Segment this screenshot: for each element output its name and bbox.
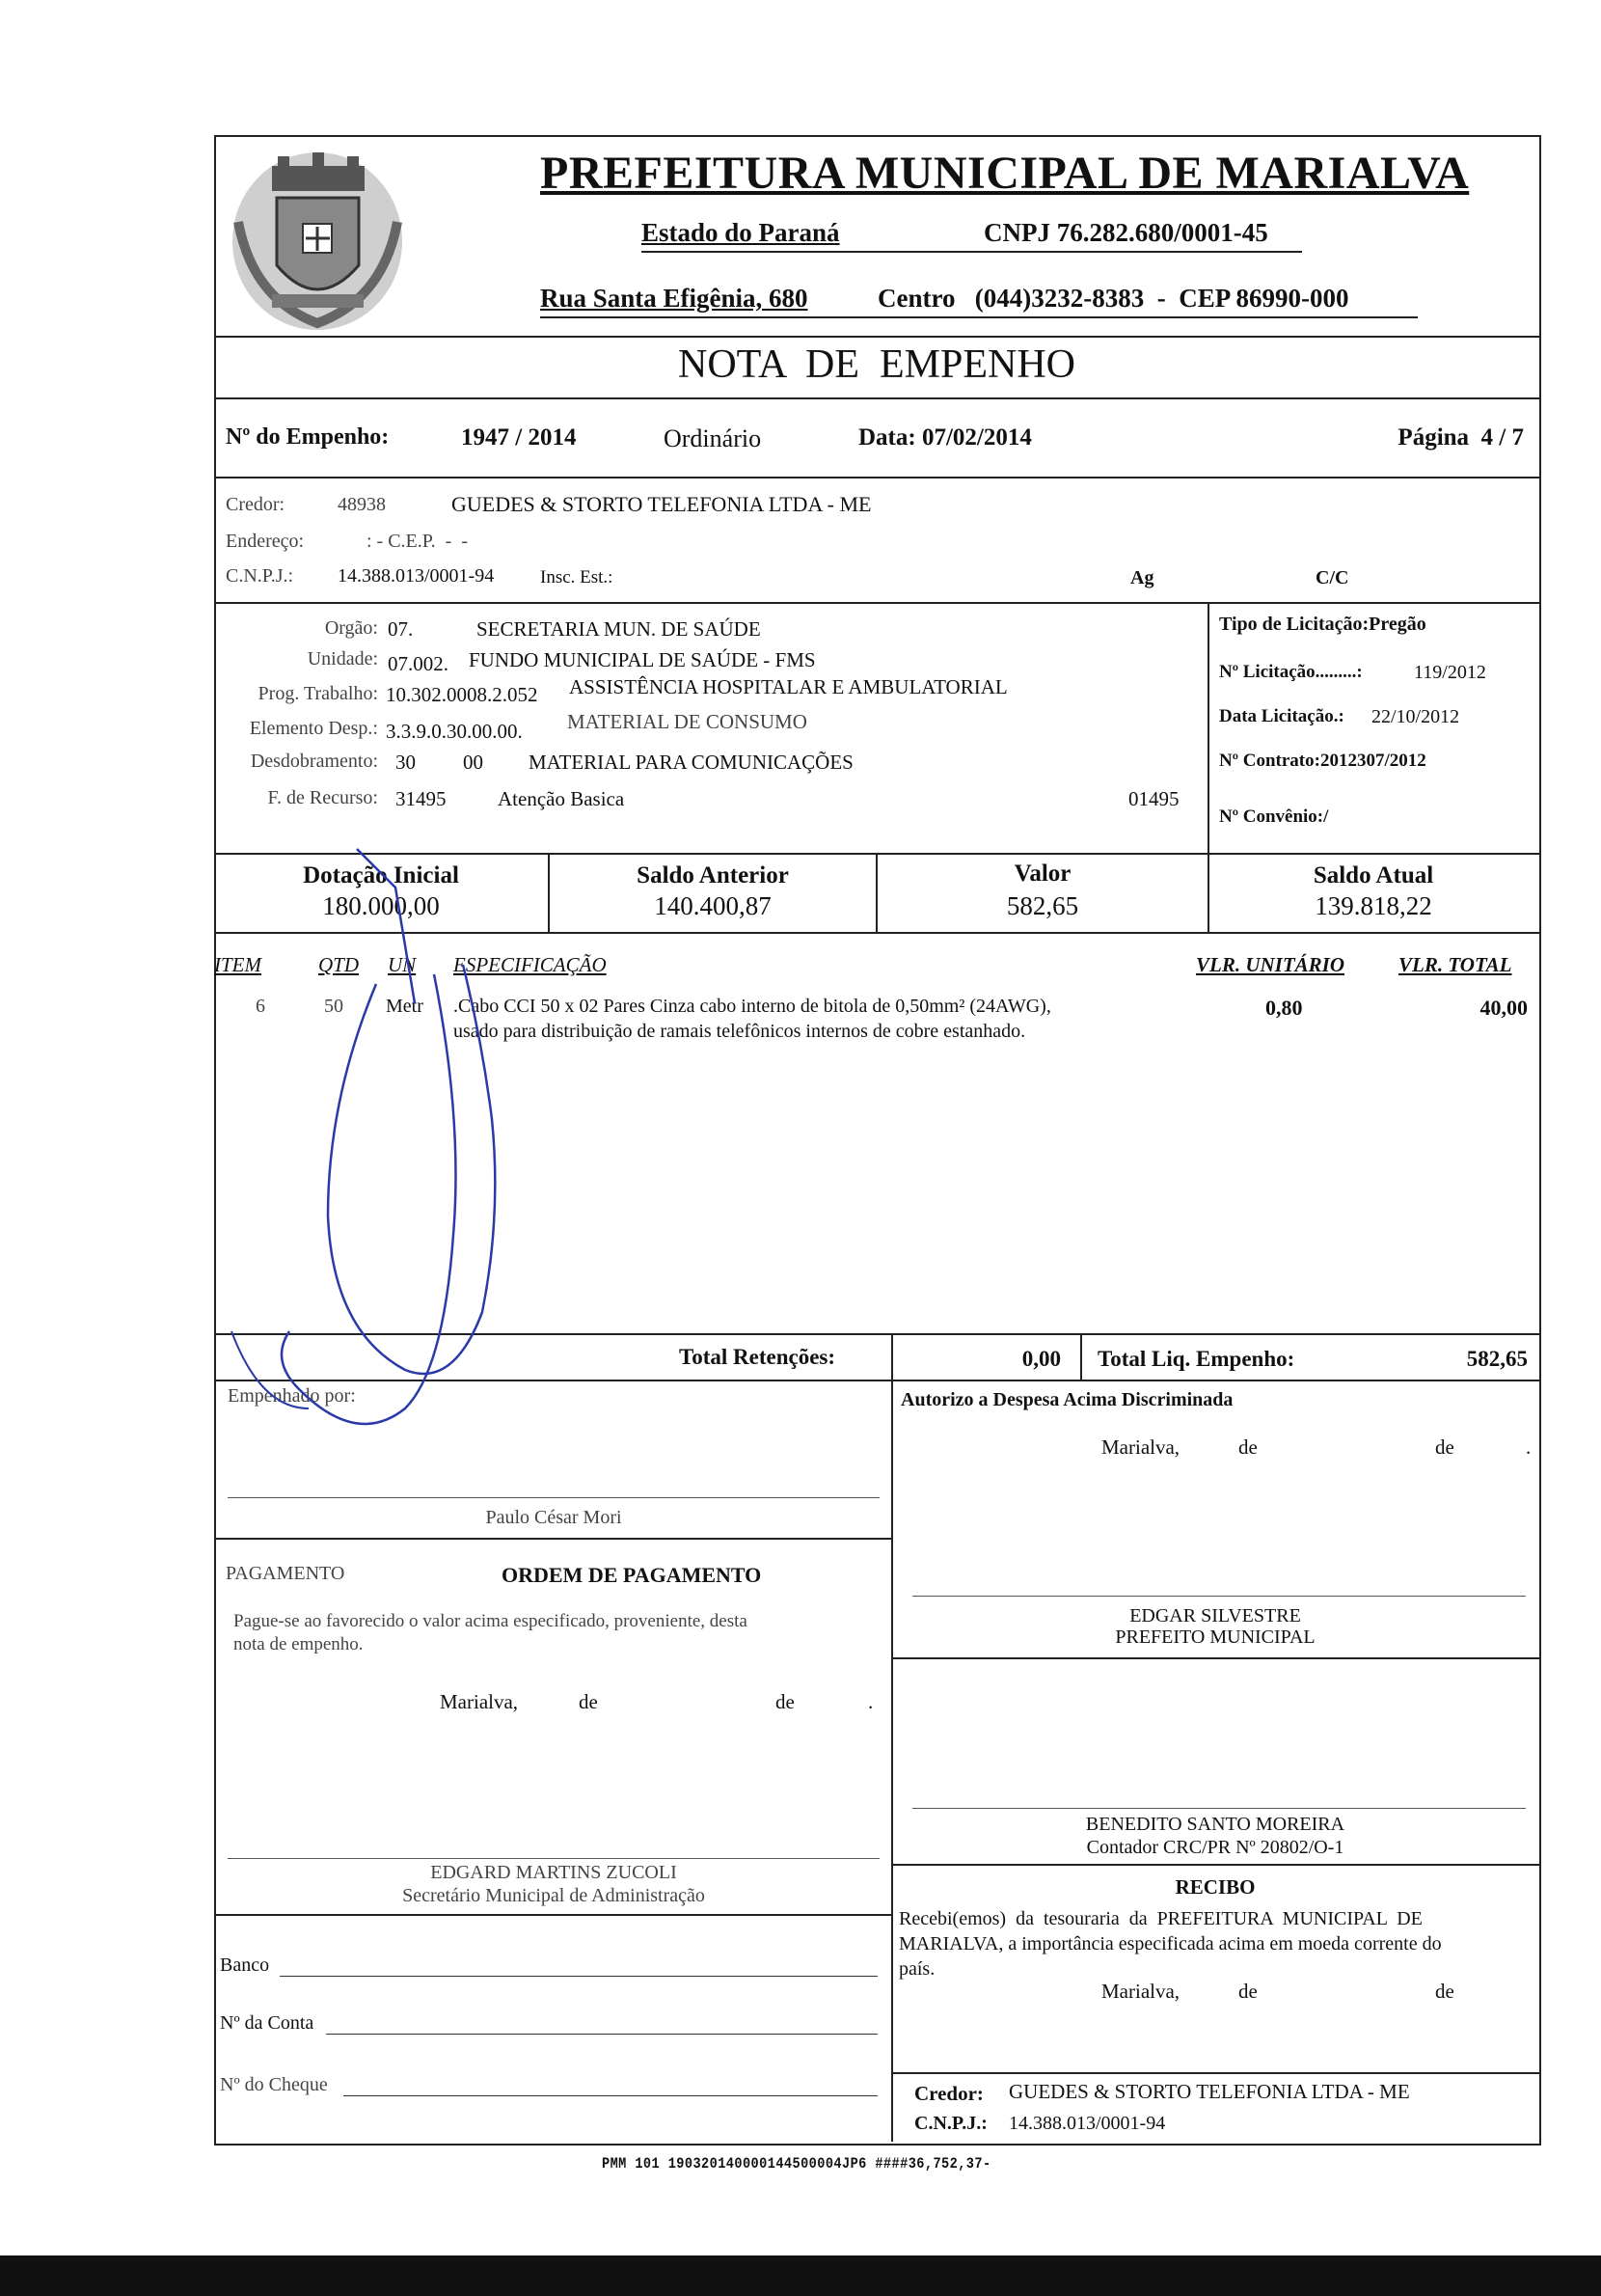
contact-info: Centro (044)3232-8383 - CEP 86990-000 — [878, 284, 1349, 313]
address-underline — [540, 316, 1418, 318]
signature-line — [912, 1596, 1526, 1597]
credor-code: 48938 — [338, 494, 386, 515]
credor-label: Credor: — [226, 494, 285, 515]
empenho-date: Data: 07/02/2014 — [858, 424, 1032, 451]
recurso-label: F. de Recurso: — [267, 787, 378, 808]
divider — [214, 602, 1539, 604]
agency-label: Ag — [1130, 567, 1154, 588]
pagamento-label: PAGAMENTO — [226, 1563, 345, 1584]
liq-empenho-label: Total Liq. Empenho: — [1098, 1347, 1295, 1371]
col-item: ITEM — [214, 953, 261, 976]
prog-label: Prog. Trabalho: — [258, 683, 378, 704]
recibo-text3: país. — [899, 1958, 936, 1980]
licitacao-date-label: Data Licitação.: — [1219, 706, 1344, 726]
divider — [214, 477, 1539, 478]
barcode-text: PMM 101 190320140000144500004JP6 ####36,752,37- — [602, 2155, 991, 2173]
licitacao-type: Tipo de Licitação:Pregão — [1219, 614, 1426, 635]
state-name: Estado do Paraná — [641, 218, 840, 247]
cnpj-header: CNPJ 76.282.680/0001-45 — [984, 218, 1268, 247]
prefeito-name: EDGAR SILVESTRE — [1129, 1605, 1301, 1626]
footer-cnpj: 14.388.013/0001-94 — [1009, 2113, 1166, 2134]
v-divider — [1080, 1333, 1082, 1381]
pagamento-text2: nota de empenho. — [233, 1634, 364, 1654]
empenhado-name: Paulo César Mori — [485, 1507, 622, 1528]
col-qtd: QTD — [318, 953, 360, 976]
footer-credor-name: GUEDES & STORTO TELEFONIA LTDA - ME — [1009, 2080, 1410, 2103]
col-un: UN — [388, 953, 417, 976]
item-total: 40,00 — [1479, 996, 1528, 1020]
dotacao-label: Dotação Inicial — [303, 862, 459, 888]
liq-empenho-value: 582,65 — [1466, 1347, 1528, 1371]
unidade-name: FUNDO MUNICIPAL DE SAÚDE - FMS — [469, 648, 816, 671]
valor-label: Valor — [1014, 861, 1072, 887]
saldo-atual-label: Saldo Atual — [1313, 862, 1434, 888]
insc-est-label: Insc. Est.: — [540, 567, 613, 588]
elemento-code: 3.3.9.0.30.00.00. — [386, 720, 523, 743]
item-qty: 50 — [324, 996, 343, 1017]
retencoes-label: Total Retenções: — [679, 1345, 836, 1369]
saldo-anterior-value: 140.400,87 — [654, 891, 772, 920]
pagamento-period: . — [868, 1690, 874, 1713]
pagamento-text1: Pague-se ao favorecido o valor acima especificado, proveniente, desta — [233, 1611, 747, 1631]
col-total: VLR. TOTAL — [1398, 953, 1512, 976]
credor-name: GUEDES & STORTO TELEFONIA LTDA - ME — [451, 492, 872, 516]
scan-edge — [0, 2255, 1601, 2296]
unidade-label: Unidade: — [307, 648, 378, 670]
endereco-label: Endereço: — [226, 531, 305, 552]
empenhado-label: Empenhado por: — [228, 1385, 356, 1407]
signature-line — [228, 1497, 880, 1498]
item-unit: Metr — [386, 996, 423, 1017]
divider — [891, 1864, 1539, 1866]
empenho-type: Ordinário — [664, 424, 762, 452]
desdobramento-a: 30 — [395, 751, 416, 774]
autorizo-de2: de — [1435, 1435, 1454, 1459]
recibo-text2: MARIALVA, a importância especificada acima em moeda corrente do — [899, 1933, 1442, 1954]
autorizo-de1: de — [1238, 1435, 1258, 1459]
pagamento-de1: de — [579, 1690, 598, 1713]
ordem-pagamento-title: ORDEM DE PAGAMENTO — [502, 1563, 762, 1587]
recibo-de2: de — [1435, 1980, 1454, 2003]
secretario-name: EDGARD MARTINS ZUCOLI — [430, 1862, 677, 1883]
valor-value: 582,65 — [1006, 891, 1079, 920]
municipality-title: PREFEITURA MUNICIPAL DE MARIALVA — [540, 148, 1470, 199]
recurso-name: Atenção Basica — [498, 787, 625, 810]
cep-field: : - C.E.P. - - — [366, 531, 468, 552]
contract-number: Nº Contrato:2012307/2012 — [1219, 751, 1426, 771]
page-indicator: Página 4 / 7 — [1397, 424, 1524, 451]
empenho-number: 1947 / 2014 — [461, 424, 577, 451]
recibo-text1: Recebi(emos) da tesouraria da PREFEITURA MUNICIPAL DE — [899, 1908, 1423, 1929]
footer-cnpj-label: C.N.P.J.: — [914, 2113, 988, 2134]
divider — [214, 1380, 1539, 1381]
orgao-name: SECRETARIA MUN. DE SAÚDE — [476, 617, 761, 641]
item-unit-price: 0,80 — [1265, 996, 1303, 1020]
conta-field-line[interactable] — [326, 2034, 878, 2035]
cnpj-label: C.N.P.J.: — [226, 565, 294, 587]
divider — [891, 1657, 1539, 1659]
header-underline — [641, 251, 1302, 253]
contador-name: BENEDITO SANTO MOREIRA — [1085, 1814, 1345, 1835]
cheque-label: Nº do Cheque — [220, 2074, 328, 2095]
prog-code: 10.302.0008.2.052 — [386, 683, 538, 706]
col-spec: ESPECIFICAÇÃO — [453, 953, 607, 976]
retencoes-value: 0,00 — [1021, 1347, 1061, 1371]
v-divider — [891, 1333, 893, 1381]
doc-title: NOTA DE EMPENHO — [678, 342, 1075, 387]
signature-line — [912, 1808, 1526, 1809]
unidade-code: 07.002. — [388, 652, 448, 675]
divider — [214, 1538, 893, 1540]
pagamento-place: Marialva, — [440, 1690, 519, 1713]
signature-line — [228, 1858, 880, 1859]
licitacao-number: 119/2012 — [1414, 662, 1486, 683]
autorizo-title: Autorizo a Despesa Acima Discriminada — [901, 1389, 1234, 1410]
desdobramento-name: MATERIAL PARA COMUNICAÇÕES — [529, 751, 854, 774]
divider — [214, 1333, 1539, 1335]
col-unit-price: VLR. UNITÁRIO — [1196, 953, 1345, 976]
banco-label: Banco — [220, 1954, 270, 1976]
divider — [214, 397, 1539, 399]
licitacao-number-label: Nº Licitação.........: — [1219, 662, 1363, 682]
desdobramento-b: 00 — [463, 751, 483, 774]
convenio-number: Nº Convênio:/ — [1219, 806, 1329, 827]
elemento-name: MATERIAL DE CONSUMO — [567, 710, 807, 733]
creditor-cnpj: 14.388.013/0001-94 — [338, 565, 495, 587]
item-spec-line1: .Cabo CCI 50 x 02 Pares Cinza cabo interno de bitola de 0,50mm² (24AWG), — [453, 996, 1051, 1017]
divider — [891, 2072, 1539, 2074]
conta-label: Nº da Conta — [220, 2012, 314, 2034]
v-divider — [891, 1380, 893, 2142]
saldo-anterior-label: Saldo Anterior — [637, 862, 789, 888]
cheque-field-line[interactable] — [343, 2095, 878, 2096]
street-address: Rua Santa Efigênia, 680 — [540, 284, 808, 313]
divider — [214, 932, 1539, 934]
elemento-label: Elemento Desp.: — [249, 718, 378, 739]
recibo-title: RECIBO — [1175, 1875, 1256, 1899]
recibo-place: Marialva, — [1101, 1980, 1180, 2003]
recurso-extra: 01495 — [1128, 787, 1180, 810]
account-label: C/C — [1316, 567, 1349, 588]
banco-field-line[interactable] — [280, 1976, 878, 1977]
orgao-label: Orgão: — [324, 617, 378, 639]
autorizo-place: Marialva, — [1101, 1435, 1180, 1459]
prog-name: ASSISTÊNCIA HOSPITALAR E AMBULATORIAL — [569, 675, 1008, 698]
contador-role: Contador CRC/PR Nº 20802/O-1 — [1086, 1837, 1344, 1858]
recurso-code: 31495 — [395, 787, 447, 810]
pagamento-de2: de — [775, 1690, 795, 1713]
secretario-role: Secretário Municipal de Administração — [402, 1885, 705, 1906]
orgao-code: 07. — [388, 617, 414, 641]
desdobramento-label: Desdobramento: — [250, 751, 378, 772]
divider — [214, 1914, 893, 1916]
v-divider — [1208, 602, 1209, 853]
empenho-number-label: Nº do Empenho: — [226, 424, 390, 450]
item-spec-line2: usado para distribuição de ramais telefônicos internos de cobre estanhado. — [453, 1021, 1026, 1042]
prefeito-role: PREFEITO MUNICIPAL — [1115, 1626, 1316, 1648]
saldo-atual-value: 139.818,22 — [1315, 891, 1432, 920]
dotacao-value: 180.000,00 — [322, 891, 440, 920]
item-number: 6 — [256, 996, 265, 1017]
recibo-de1: de — [1238, 1980, 1258, 2003]
coat-of-arms-emblem — [224, 145, 412, 338]
licitacao-date: 22/10/2012 — [1371, 706, 1460, 727]
autorizo-period: . — [1526, 1435, 1532, 1459]
footer-credor-label: Credor: — [914, 2082, 984, 2105]
divider — [214, 336, 1539, 338]
